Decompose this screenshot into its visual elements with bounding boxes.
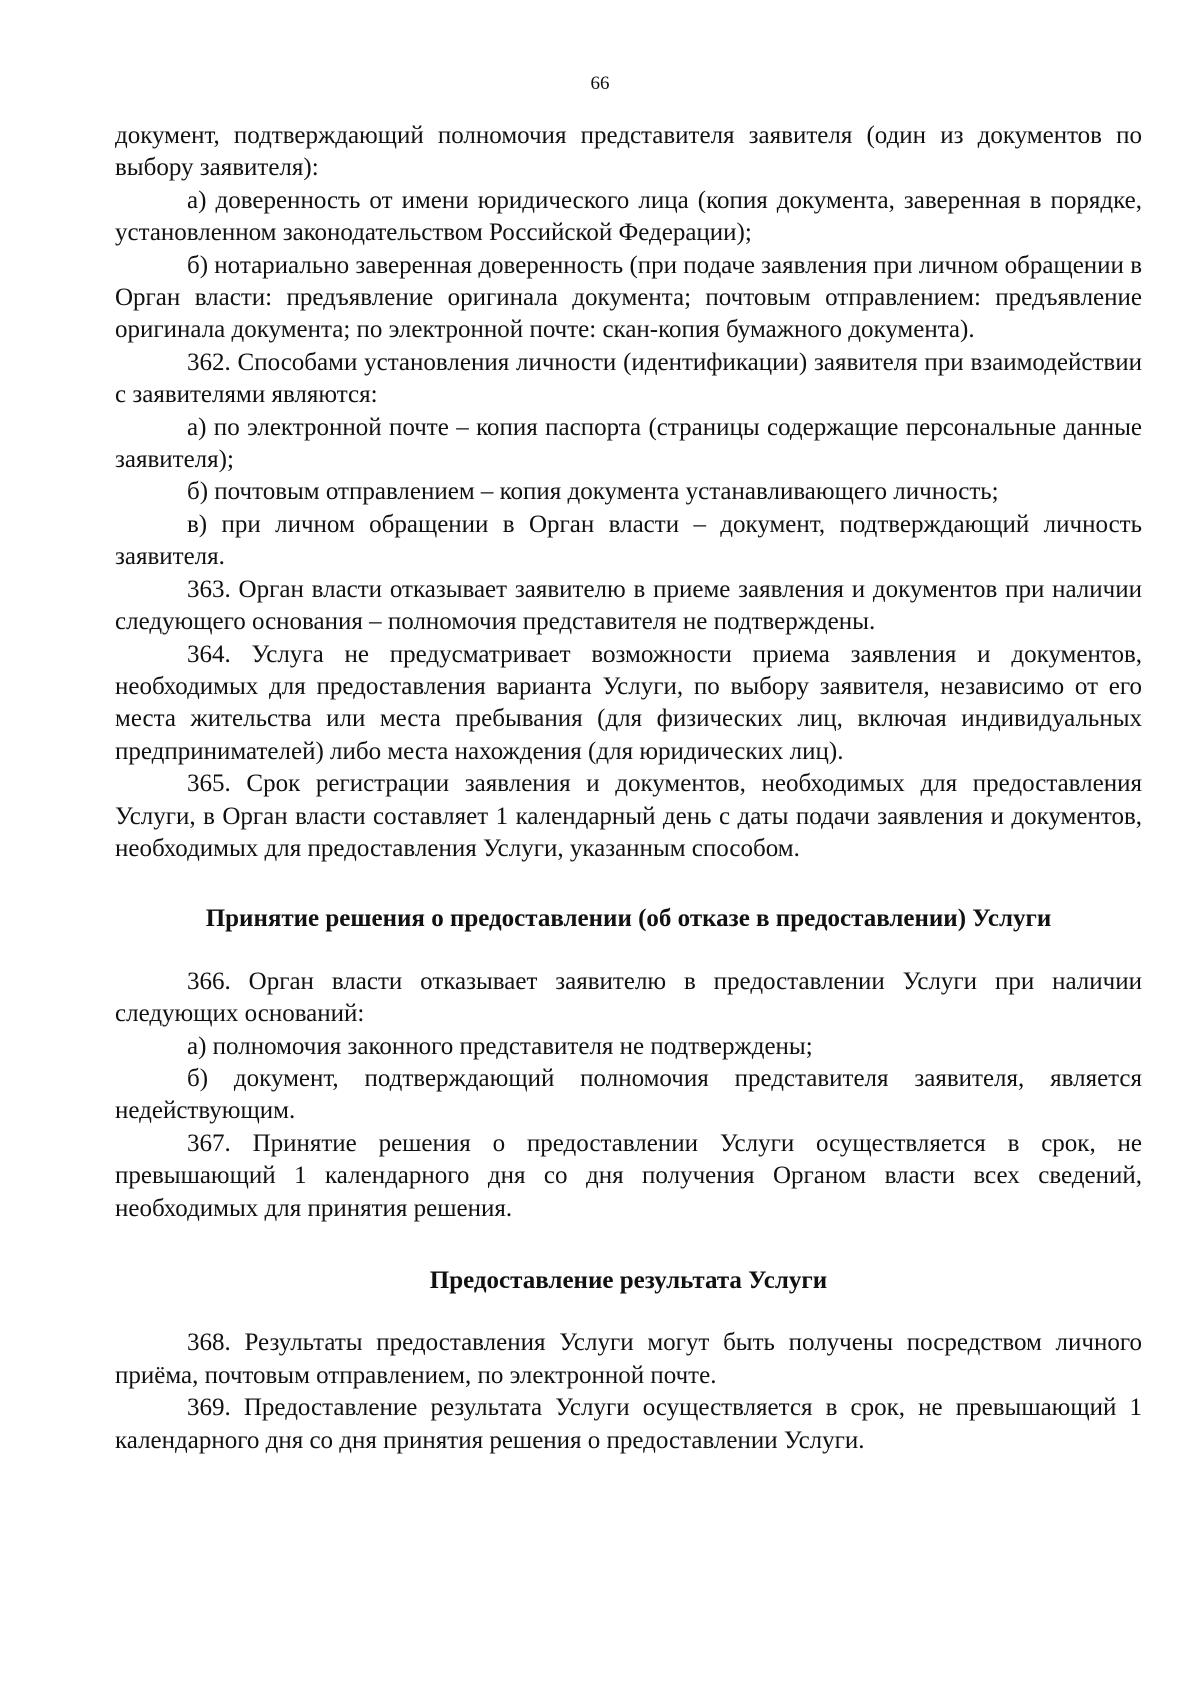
paragraph-362: 362. Способами установления личности (идентификации) заявителя при взаимодействии с заявителями являются: [115, 348, 1142, 409]
paragraph-365: 365. Срок регистрации заявления и документов, необходимых для предоставления Услуги, в Орган власти составляет 1 календарный день с даты подачи заявления и документов, необходимых для предоставления Услуги, указанным способом. [115, 770, 1142, 862]
paragraph-362-c: в) при личном обращении в Орган власти – документ, подтверждающий личность заявителя. [115, 510, 1142, 571]
section-heading-decision: Принятие решения о предоставлении (об отказе в предоставлении) Услуги [205, 905, 1052, 933]
paragraph-367: 367. Принятие решения о предоставлении Услуги осуществляется в срок, не превышающий 1 календарного дня со дня получения Органом власти всех сведений, необходимых для принятия решения. [115, 1129, 1142, 1222]
document-body [115, 120, 1142, 1457]
paragraph-notarized-proxy: б) нотариально заверенная доверенность (при подаче заявления при личном обращении в Орган власти: предъявление оригинала документа; почтовым отправлением: предъявление оригинала документа; по электронной почте: скан-копия бумажного документа). [115, 251, 1142, 344]
paragraph-362-b: б) почтовым отправлением – копия документа устанавливающего личность; [187, 478, 999, 506]
paragraph-366-b: б) документ, подтверждающий полномочия представителя заявителя, является недействующим. [115, 1064, 1142, 1125]
paragraph-representative-document: документ, подтверждающий полномочия представителя заявителя (один из документов по выбору заявителя): [115, 122, 1142, 182]
paragraph-362-a: а) по электронной почте – копия паспорта (страницы содержащие персональные данные заявителя); [115, 413, 1142, 474]
paragraph-364: 364. Услуга не предусматривает возможности приема заявления и документов, необходимых для предоставления варианта Услуги, по выбору заявителя, независимо от его места жительства или места пребывания (для физических лиц, включая индивидуальных предпринимателей) либо места нахождения (для юридических лиц). [115, 640, 1142, 765]
page-number: 66 [590, 73, 610, 94]
paragraph-369: 369. Предоставление результата Услуги осуществляется в срок, не превышающий 1 календарного дня со дня принятия решения о предоставлении Услуги. [115, 1394, 1142, 1454]
paragraph-368: 368. Результаты предоставления Услуги могут быть получены посредством личного приёма, почтовым отправлением, по электронной почте. [115, 1329, 1142, 1389]
paragraph-363: 363. Орган власти отказывает заявителю в приеме заявления и документов при наличии следующего основания – полномочия представителя не подтверждены. [115, 575, 1142, 636]
paragraph-legal-entity-proxy: а) доверенность от имени юридического лица (копия документа, заверенная в порядке, установленном законодательством Российской Федерации); [115, 186, 1142, 247]
paragraph-366-a: а) полномочия законного представителя не подтверждены; [187, 1032, 813, 1060]
section-heading-result: Предоставление результата Услуги [429, 1267, 828, 1294]
paragraph-366: 366. Орган власти отказывает заявителю в предоставлении Услуги при наличии следующих оснований: [115, 967, 1142, 1028]
